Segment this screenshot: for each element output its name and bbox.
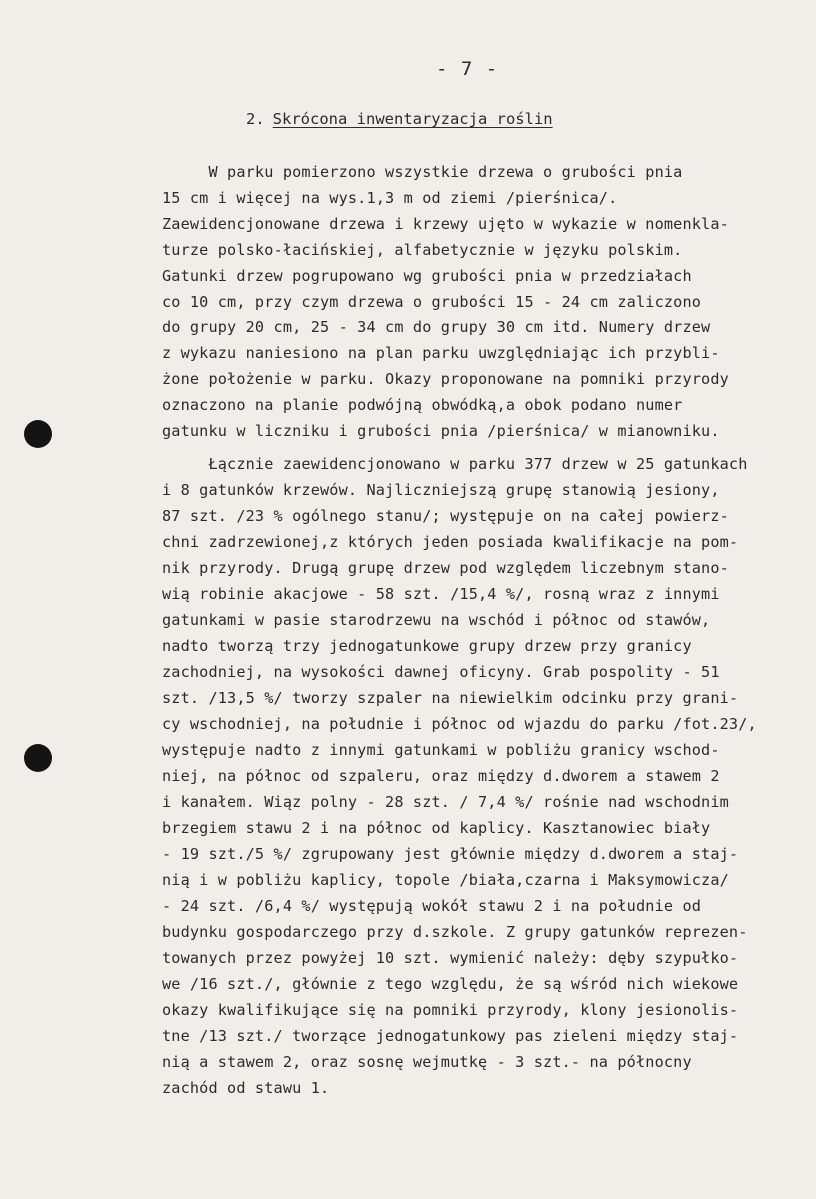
text-line: okazy kwalifikujące się na pomniki przyrody, klony jesionolis-: [162, 1001, 739, 1019]
text-line: W parku pomierzono wszystkie drzewa o grubości pnia: [162, 163, 683, 181]
text-line: towanych przez powyżej 10 szt. wymienić należy: dęby szypułko-: [162, 949, 739, 967]
text-line: Gatunki drzew pogrupowano wg grubości pnia w przedziałach: [162, 266, 692, 285]
text-line: i 8 gatunków krzewów. Najliczniejszą grupę stanowią jesiony,: [162, 481, 720, 499]
text-line: co 10 cm, przy czym drzewa o grubości 15 - 24 cm zaliczono: [162, 292, 702, 311]
text-line: gatunkami w pasie starodrzewu na wschód i północ od stawów,: [162, 611, 711, 629]
text-line: niej, na północ od szpaleru, oraz między d.dworem a stawem 2: [162, 767, 720, 785]
text-line: nią a stawem 2, oraz sosnę wejmutkę - 3 szt.- na północny: [162, 1053, 692, 1071]
text-line: budynku gospodarczego przy d.szkole. Z grupy gatunków reprezen-: [162, 923, 748, 941]
punch-hole: [24, 744, 52, 772]
text-line: gatunku w liczniku i grubości pnia /pierśnica/ w mianowniku.: [162, 422, 720, 440]
text-line: 87 szt. /23 % ogólnego stanu/; występuje on na całej powierz-: [162, 507, 729, 525]
text-line: turze polsko-łacińskiej, alfabetycznie w języku polskim.: [162, 240, 683, 259]
section-title: Skrócona inwentaryzacja roślin: [272, 110, 553, 128]
punch-hole: [24, 420, 52, 448]
text-line: chni zadrzewionej,z których jeden posiada kwalifikacje na pom-: [162, 533, 739, 551]
text-line: tne /13 szt./ tworzące jednogatunkowy pas zieleni między staj-: [162, 1027, 739, 1045]
text-line: występuje nadto z innymi gatunkami w pobliżu granicy wschod-: [162, 741, 720, 759]
text-line: 15 cm i więcej na wys.1,3 m od ziemi /pierśnica/.: [162, 188, 618, 207]
text-line: z wykazu naniesiono na plan parku uwzględniając ich przybli-: [162, 344, 720, 363]
text-line: szt. /13,5 %/ tworzy szpaler na niewielkim odcinku przy grani-: [162, 689, 739, 707]
text-line: Zaewidencjonowane drzewa i krzewy ujęto w wykazie w nomenkla-: [162, 214, 729, 233]
text-line: wią robinie akacjowe - 58 szt. /15,4 %/, rosną wraz z innymi: [162, 585, 720, 603]
text-line: cy wschodniej, na południe i północ od wjazdu do parku /fot.23/,: [162, 715, 757, 733]
text-line: i kanałem. Wiąz polny - 28 szt. / 7,4 %/ rośnie nad wschodnim: [162, 793, 729, 811]
text-line: oznaczono na planie podwójną obwódką,a obok podano numer: [162, 396, 683, 415]
text-line: - 19 szt./5 %/ zgrupowany jest głównie między d.dworem a staj-: [162, 845, 739, 863]
text-line: Łącznie zaewidencjonowano w parku 377 drzew w 25 gatunkach: [162, 455, 748, 473]
text-line: - 24 szt. /6,4 %/ występują wokół stawu 2 i na południe od: [162, 897, 702, 915]
text-line: nadto tworzą trzy jednogatunkowe grupy drzew przy granicy: [162, 637, 692, 655]
text-line: brzegiem stawu 2 i na północ od kaplicy. Kasztanowiec biały: [162, 819, 711, 837]
section-heading: [246, 110, 553, 128]
text-line: do grupy 20 cm, 25 - 34 cm do grupy 30 cm itd. Numery drzew: [162, 318, 711, 337]
text-line: zachód od stawu 1.: [162, 1079, 330, 1097]
text-line: nik przyrody. Drugą grupę drzew pod względem liczebnym stano-: [162, 559, 729, 577]
text-line: we /16 szt./, głównie z tego względu, że są wśród nich wiekowe: [162, 975, 739, 993]
text-line: nią i w pobliżu kaplicy, topole /biała,czarna i Maksymowicza/: [162, 871, 729, 889]
text-line: zachodniej, na wysokości dawnej oficyny. Grab pospolity - 51: [162, 663, 720, 681]
section-number: 2.: [246, 110, 265, 128]
text-line: żone położenie w parku. Okazy proponowane na pomniki przyrody: [162, 370, 729, 389]
page-number: - 7 -: [436, 58, 499, 80]
